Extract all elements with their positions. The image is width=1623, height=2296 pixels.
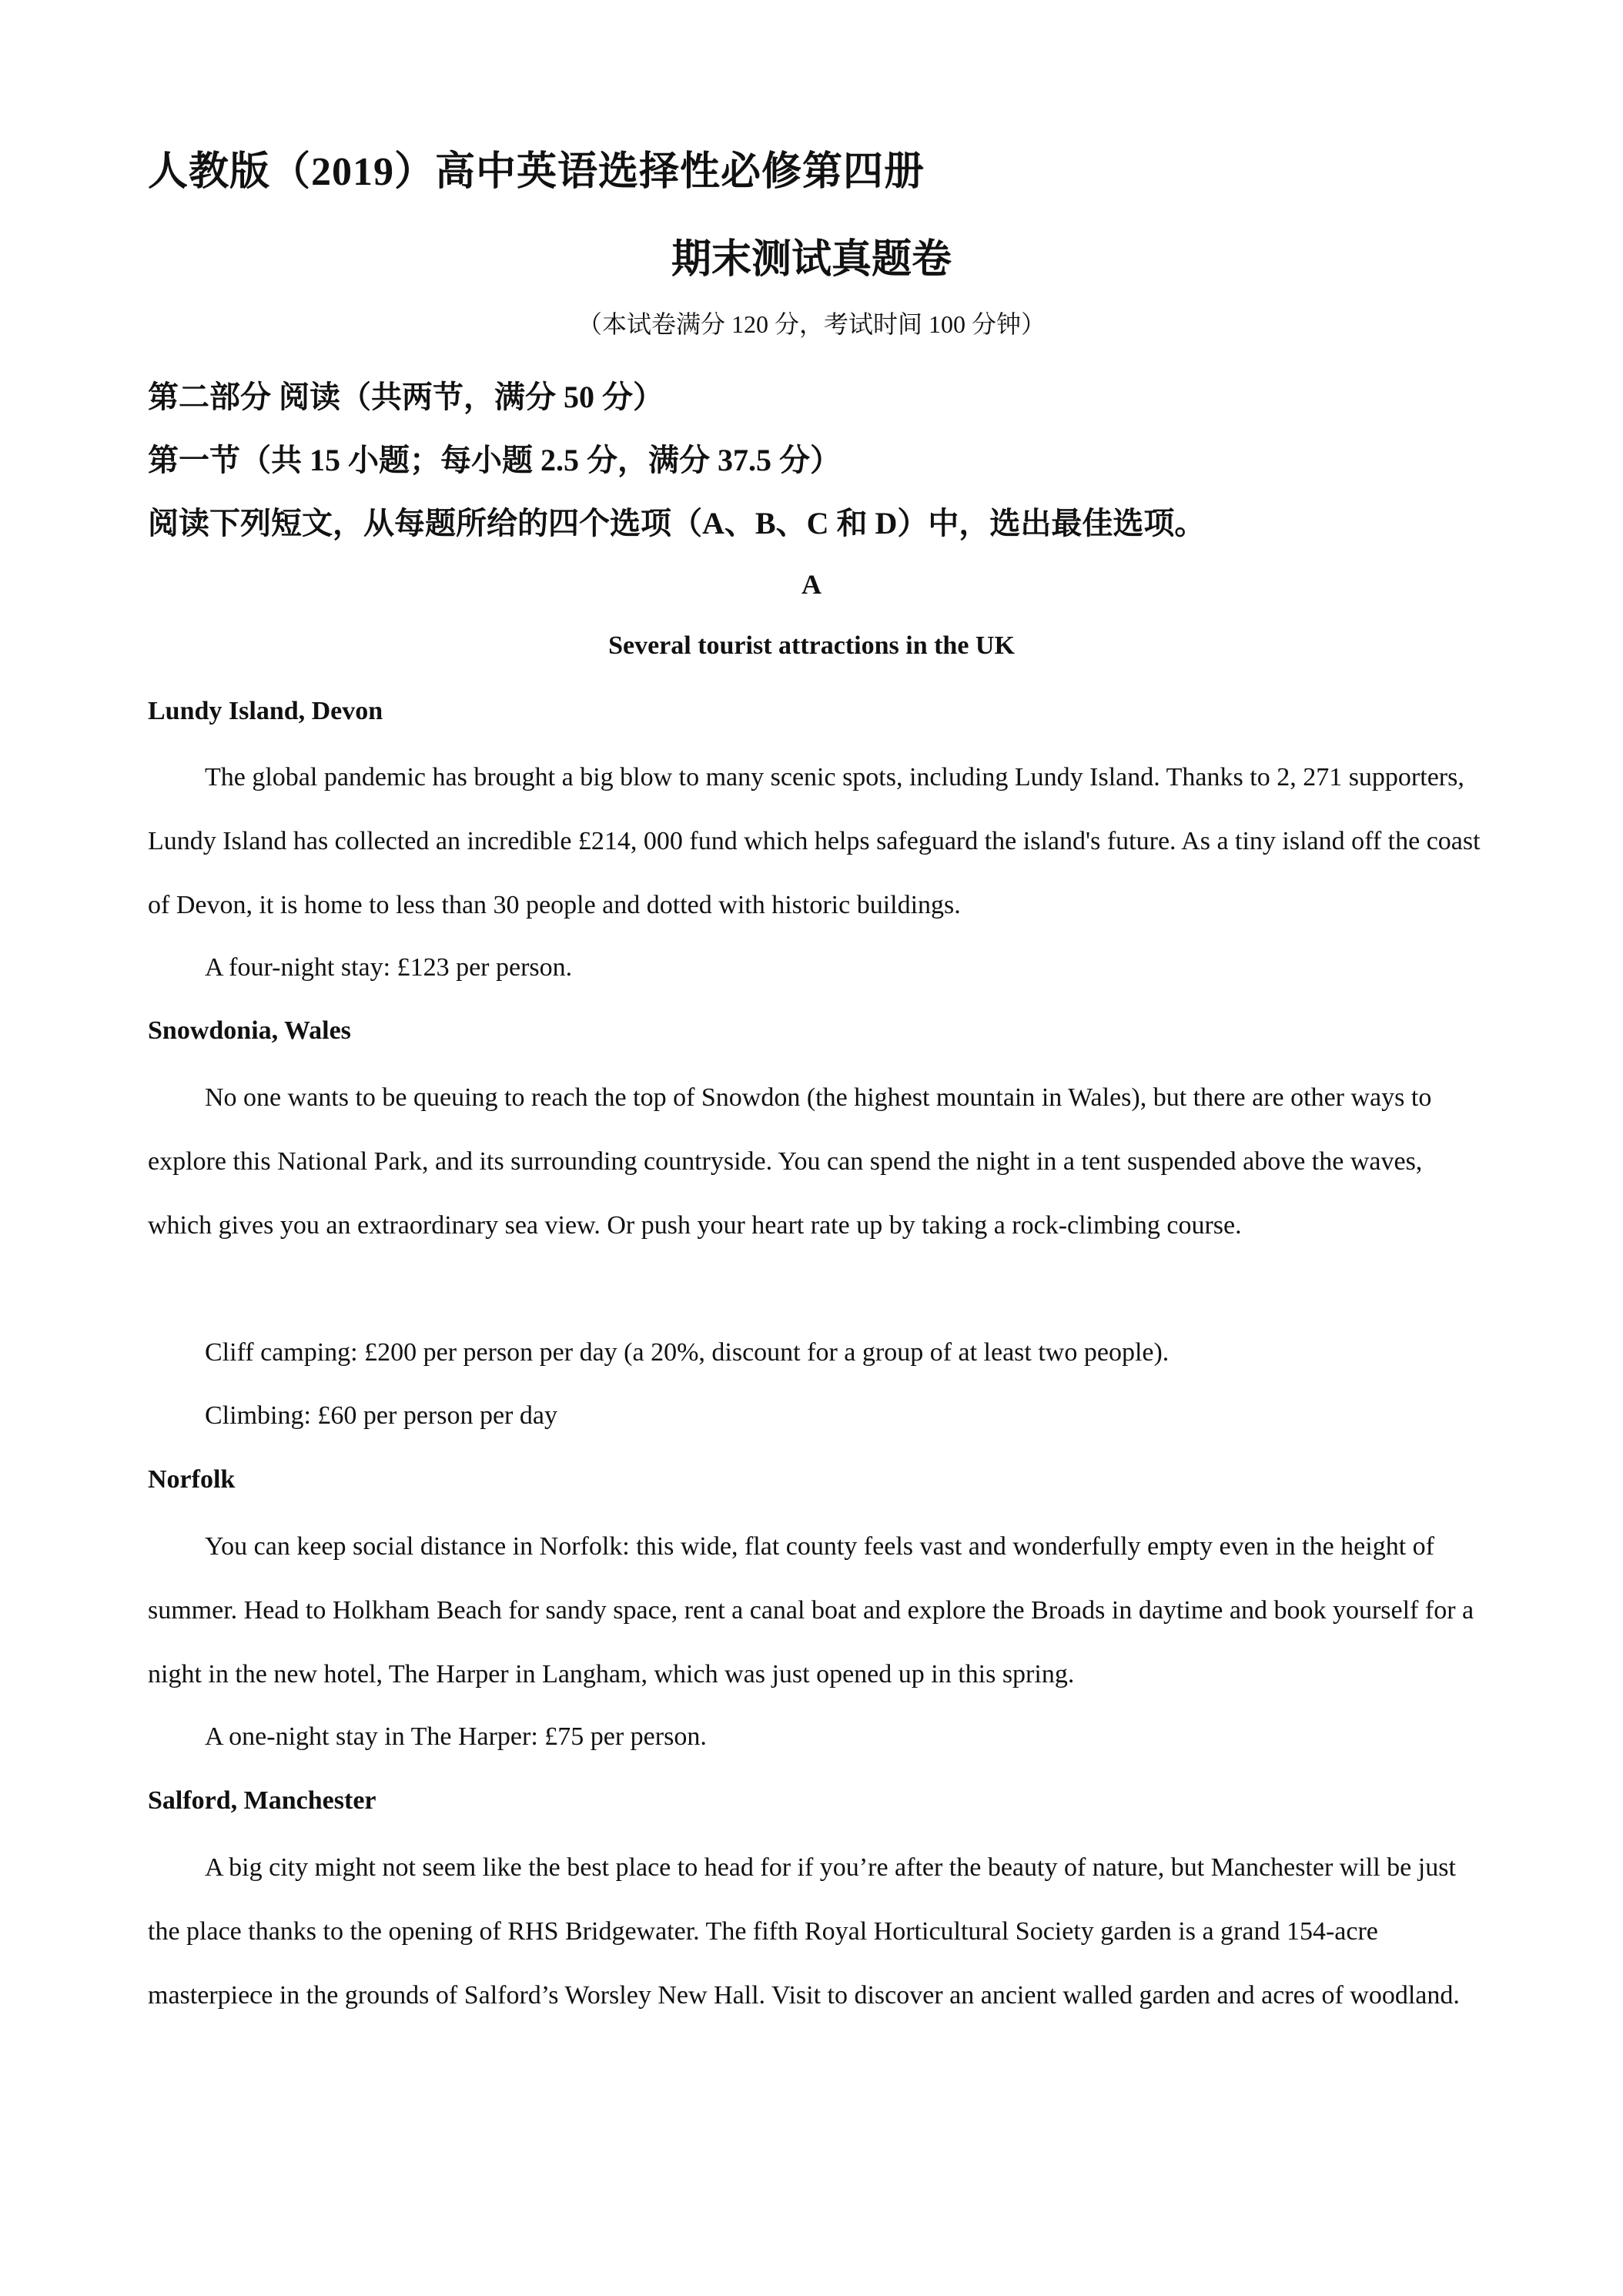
part-heading: 第二部分 阅读（共两节，满分 50 分） [148, 380, 664, 414]
price-cliff-camping: Cliff camping: £200 per person per day (a 20%, discount for a group of at least two people). [205, 1338, 1170, 1367]
price-harper: A one-night stay in The Harper: £75 per person. [205, 1722, 707, 1751]
price-climbing: Climbing: £60 per person per day [205, 1401, 557, 1430]
document-subtitle: 期末测试真题卷 [671, 238, 952, 282]
passage-title: Several tourist attractions in the UK [608, 631, 1015, 660]
paragraph-salford: A big city might not seem like the best place to head for if you’re after the beauty of nature, but Manchester will be just the place thanks to the opening of RHS Bridgewater. The fifth Royal Horticultural Society garden is a grand 154-acre masterpiece in the grounds of Salford’s Worsley New Hall. Visit to discover an ancient walled garden and acres of woodland. [148, 1853, 1460, 2010]
section-heading-snowdonia: Snowdonia, Wales [148, 1016, 351, 1045]
paragraph-norfolk: You can keep social distance in Norfolk: this wide, flat county feels vast and wonderfully empty even in the height of summer. Head to Holkham Beach for sandy space, rent a canal boat and explore the Broads in daytime and book yourself for a night in the new hotel, The Harper in Langham, which was just opened up in this spring. [148, 1532, 1474, 1689]
section-heading-salford: Salford, Manchester [148, 1786, 376, 1815]
paragraph-snowdonia: No one wants to be queuing to reach the top of Snowdon (the highest mountain in Wales), but there are other ways to explore this National Park, and its surrounding countryside. You can spend the night in a tent suspended above the waves, which gives you an extraordinary sea view. Or push your heart rate up by taking a rock-climbing course. [148, 1083, 1432, 1240]
document-title: 人教版（2019）高中英语选择性必修第四册 [148, 150, 925, 194]
paragraph-lundy: The global pandemic has brought a big blow to many scenic spots, including Lundy Island. Thanks to 2, 271 supporters, Lundy Island has collected an incredible £214, 000 fund which helps safeguard the island's future. As a tiny island off the coast of Devon, it is home to less than 30 people and dotted with historic buildings. [148, 763, 1481, 919]
directions: 阅读下列短文，从每题所给的四个选项（A、B、C 和 D）中，选出最佳选项。 [148, 506, 1206, 541]
price-lundy: A four-night stay: £123 per person. [205, 953, 573, 982]
score-note: （本试卷满分 120 分，考试时间 100 分钟） [577, 310, 1046, 338]
passage-label: A [801, 569, 822, 600]
section-heading: 第一节（共 15 小题；每小题 2.5 分，满分 37.5 分） [148, 443, 841, 477]
section-heading-lundy: Lundy Island, Devon [148, 697, 383, 725]
section-heading-norfolk: Norfolk [148, 1465, 236, 1494]
